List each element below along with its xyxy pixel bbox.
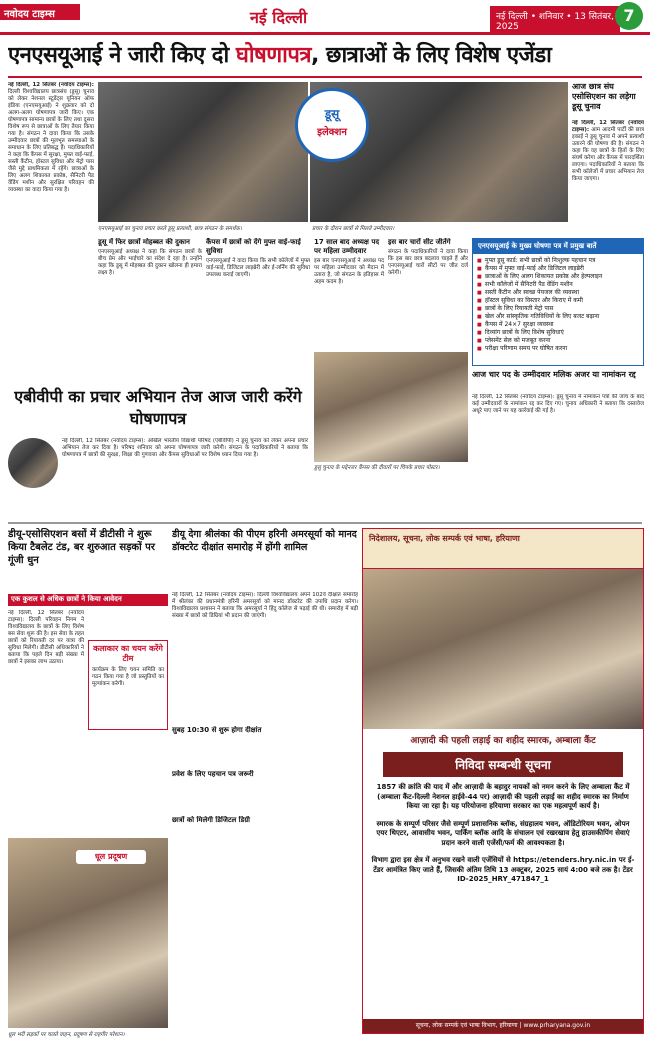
ad-title: निविदा सम्बन्धी सूचना [383, 752, 623, 777]
manifesto-item: ■ खेल और सांस्कृतिक गतिविधियों के लिए बजट बढ़ाना [477, 313, 639, 321]
side-body-text: आम आदमी पार्टी की छात्र इकाई ने डूसू चुनाव में अपने प्रत्याशी उतारने की घोषणा की है। संगठन ने कहा कि वह छात्रों के हितों के लिए संघर्ष करेगा और कैंपस में पारदर्शिता लाएगा। पदाधिकारियों ने बताया कि सभी कॉलेजों में प्रचार अभियान तेज किया जाएगा। [572, 127, 644, 182]
lead-caption-1: एनएसयूआई का चुनाव प्रचार करते डूसू प्रत्याशी, छात्र संगठन के समर्थक। [98, 226, 242, 232]
city-title: नई दिल्ली [250, 8, 308, 27]
lead-headline [8, 40, 642, 74]
lead-headline-part1: एनएसयूआई ने जारी किए दो [8, 43, 236, 68]
brand-logo: नवोदय टाइम्स [0, 4, 80, 20]
lead-headline-part2: , छात्राओं के लिए विशेष एजेंडा [311, 43, 552, 68]
srilanka-sub-2: प्रवेश के लिए पहचान पत्र जरूरी [172, 770, 254, 778]
srilanka-sub-3: छात्रों को मिलेगी डिजिटल डिग्री [172, 816, 250, 824]
abvp-photo [8, 438, 58, 488]
poster-wall-photo [314, 352, 468, 462]
side-headline: आज छात्र संघ एसोसिएशन का लड़ेगा डूसू चुनाव [572, 82, 636, 111]
ad-dept: निदेशालय, सूचना, लोक सम्पर्क एवं भाषा, हरियाणा [369, 534, 520, 543]
masthead [0, 0, 650, 36]
tender-ad [362, 528, 644, 1034]
masthead-rule [0, 32, 650, 35]
poster-caption: डूसू चुनाव के मद्देनजर कैंपस की दीवारों पर चिपके प्रचार पोस्टर। [314, 465, 440, 471]
dtc-box-body: कार्यक्रम के लिए चयन समिति का गठन किया गया है जो प्रस्तुतियों का मूल्यांकन करेगी। [92, 667, 164, 687]
manifesto-item: ■ छात्राओं के लिए अलग शिकायत प्रकोष्ठ और हेल्पलाइन [477, 273, 639, 281]
manifesto-item: ■ दिव्यांग छात्रों के लिए विशेष सुविधाएं [477, 329, 639, 337]
manifesto-item: ■ सभी कॉलेजों में सैनिटरी पैड वेंडिंग मशीन [477, 281, 639, 289]
brief-2-title: कैंपस में छात्रों को देंगे मुफ्त वाई-फाई सुविधा [206, 238, 301, 255]
badge-bottom: इलेक्शन [317, 127, 347, 138]
manifesto-item: ■ प्लेसमेंट सेल को मजबूत करना [477, 337, 639, 345]
srilanka-sub-1: सुबह 10:30 से शुरू होगा दीक्षांत [172, 726, 262, 734]
lead-headline-highlight: घोषणापत्र [235, 43, 311, 68]
brief-1 [98, 238, 202, 350]
dtc-box [88, 640, 168, 730]
srilanka-body: नई दिल्ली, 12 सितंबर (नवोदय टाइम्स): दिल्ली विश्वविद्यालय अपने 102वें दीक्षांत समारोह में श्रीलंका की प्रधानमंत्री हरिनी अमरसूर्या को मानद डॉक्टरेट की उपाधि प्रदान करेगा। विश्वविद्यालय प्रशासन ने बताया कि अमरसूर्या ने हिंदू कॉलेज से पढ़ाई की थी। समारोह में बड़ी संख्या में छात्रों को डिग्रियां भी प्रदान की जाएंगी। [172, 592, 358, 619]
ad-monument-photo [363, 569, 643, 729]
abvp-body: नई दिल्ली, 12 सितंबर (नवोदय टाइम्स): अखिल भारतीय विद्यार्थी परिषद (एबीवीपी) ने डूसू चुनाव को लेकर अपना प्रचार अभियान तेज कर दिया है। परिषद शनिवार को अपना घोषणापत्र जारी करेगी। संगठन के पदाधिकारियों ने बताया कि घोषणापत्र में छात्रों की सुरक्षा, शिक्षा की गुणवत्ता और कैंपस सुविधाओं पर विशेष ध्यान दिया गया है। [62, 438, 308, 458]
dtc-headline: डीयू-एसोसिएशन बसों में डीटीसी ने शुरू किया टैबलेट टंड, बर शुरुआत सड़कों पर गूंजी धुन [8, 529, 155, 566]
brief-1-body: एनएसयूआई अध्यक्ष ने कहा कि संगठन छात्रों के बीच प्रेम और भाईचारे का संदेश दे रहा है। उन्होंने कहा कि डूसू में मोहब्बत की दुकान खोलना ही हमारा लक्ष्य है। [98, 249, 202, 276]
ad-body-2: स्मारक के सम्पूर्ण परिसर जैसे सम्पूर्ण प्रशासनिक ब्लॉक, संग्रहालय भवन, ऑडिटोरियम भवन, ओपन एयर थिएटर, आवासीय भवन, पार्किंग ब्लॉक आदि के संचालन एवं रखरखाव हेतु हाउसकीपिंग सेवाएं प्रदान करने वाली एजेंसी/फर्म की आवश्यकता है। [376, 819, 630, 847]
brief-2-body: एनएसयूआई ने वादा किया कि सभी कॉलेजों में मुफ्त वाई-फाई, डिजिटल लाइब्रेरी और ई-लर्निंग की सुविधा उपलब्ध कराई जाएगी। [206, 258, 310, 278]
dust-caption: धूल भरी सड़कों पर चलते वाहन, प्रदूषण से राहगीर परेशान। [8, 1032, 125, 1038]
dtc-box-title: कलाकार का चयन करेंगे टीम [93, 644, 163, 663]
manifesto-item: ■ कैंपस में मुफ्त वाई-फाई और डिजिटल लाइब्रेरी [477, 265, 639, 273]
ad-footer: सूचना, लोक सम्पर्क एवं भाषा विभाग, हरियाणा | www.prharyana.gov.in [363, 1019, 643, 1033]
lead-body-text: दिल्ली विश्वविद्यालय छात्रसंघ (डूसू) चुनाव को लेकर नेशनल स्टूडेंट्स यूनियन ऑफ इंडिया (एनएसयूआई) ने शुक्रवार को दो अलग-अलग घोषणापत्र जारी किए। एक घोषणापत्र सामान्य छात्रों के लिए तथा दूसरा विशेष रूप से छात्राओं के लिए तैयार किया गया है। संगठन ने दावा किया कि उसके उम्मीदवार छात्रों की मूलभूत समस्याओं के समाधान के लिए प्रतिबद्ध हैं। पदाधिकारियों ने कहा कि कैंपस में सुरक्षा, मुफ्त वाई-फाई, सस्ती कैंटीन, हॉस्टल सुविधा और मेट्रो पास जैसे मुद्दे प्राथमिकता में रहेंगे। छात्राओं के लिए अलग शिकायत प्रकोष्ठ, सैनिटरी पैड वेंडिंग मशीन और सुरक्षित परिवहन की व्यवस्था का वादा किया गया है। [8, 89, 94, 193]
brief-3 [314, 238, 384, 350]
manifesto-box [472, 238, 644, 366]
ad-header [363, 529, 643, 569]
nomination-headline: आज चार पद के उम्मीदवार मलिक अजर या नामांकन रद्द [472, 370, 636, 379]
brief-2 [206, 238, 310, 350]
brief-4-body: संगठन के पदाधिकारियों ने दावा किया कि इस बार छात्र बदलाव चाहते हैं और एनएसयूआई चारों सीटों पर जीत दर्ज करेगी। [388, 249, 468, 276]
lead-body [8, 82, 94, 382]
brief-3-body: इस बार एनएसयूआई ने अध्यक्ष पद पर महिला उम्मीदवार को मैदान में उतारा है, जो संगठन के इतिहास में अहम कदम है। [314, 258, 384, 285]
ad-monument-title: आज़ादी की पहली लड़ाई का शहीद स्मारक, अम्बाला कैंट [410, 736, 596, 746]
page-number: 7 [615, 2, 643, 30]
section-rule [8, 522, 642, 524]
abvp-headline: एबीवीपी का प्रचार अभियान तेज आज जारी करेंगे घोषणापत्र [14, 387, 302, 428]
brief-3-title: 17 साल बाद अध्यक्ष पद पर महिला उम्मीदवार [314, 238, 380, 255]
manifesto-item: ■ छात्रों के लिए रियायती मेट्रो पास [477, 305, 639, 313]
manifesto-item: ■ परीक्षा परिणाम समय पर घोषित करना [477, 345, 639, 353]
lead-dateline: नई दिल्ली, 12 सितंबर (नवोदय टाइम्स): [8, 82, 94, 88]
ad-body-1: 1857 की क्रांति की याद में और आज़ादी के बहादुर नायकों को नमन करने के लिए अम्बाला कैंट में (अम्बाला कैंट-दिल्ली नेशनल हाईवे-44 पर) आज़ादी की पहली लड़ाई का शहीद स्मारक का निर्माण किया जा रहा है। यह परियोजना हरियाणा सरकार का एक महत्वपूर्ण कार्य है। [376, 783, 630, 810]
lead-rule [8, 76, 642, 78]
dust-photo-tag: धूल प्रदूषण [76, 850, 146, 864]
brief-4-title: इस बार चारों सीट जीतेंगे [388, 238, 451, 246]
ad-body-3: विभाग द्वारा इस क्षेत्र में अनुभव रखने वाली एजेंसियों से https://etenders.hry.nic.in पर ई-टेंडर आमंत्रित किए जाते हैं, जिसकी अंतिम तिथि 13 अक्टूबर, 2025 सायं 4:00 बजे तक है। टेंडर ID-2025_HRY_471847_1 [371, 856, 635, 883]
date-line: नई दिल्ली • शनिवार • 13 सितंबर, 2025 [490, 6, 620, 35]
dusu-election-badge [295, 88, 369, 162]
nomination-body: नई दिल्ली, 12 सितंबर (नवोदय टाइम्स): डूसू चुनाव में नामांकन पत्रों की जांच के बाद कई उम्मीदवारों के नामांकन रद्द कर दिए गए। चुनाव अधिकारी ने बताया कि दस्तावेज अधूरे पाए जाने पर यह कार्रवाई की गई है। [472, 394, 644, 414]
manifesto-item: ■ मुफ्त डूसू कार्ड: सभी छात्रों को निःशुल्क पहचान पत्र [477, 257, 639, 265]
manifesto-item: ■ कैंपस में 24×7 सुरक्षा व्यवस्था [477, 321, 639, 329]
srilanka-headline: डीयू देगा श्रीलंका की पीएम हरिनी अमरसूर्या को मानद डॉक्टरेट दीक्षांत समारोह में होंगी शामिल [172, 529, 357, 553]
manifesto-list [473, 254, 643, 356]
brief-1-title: डूसू में फिर छात्रों मोहब्बत की दुकान [98, 238, 190, 246]
dust-photo [8, 838, 168, 1028]
lead-photo-1 [98, 82, 308, 222]
manifesto-item: ■ सस्ती कैंटीन और स्वच्छ पेयजल की व्यवस्था [477, 289, 639, 297]
side-dateline: नई दिल्ली, 12 सितंबर (नवोदय टाइम्स): [572, 120, 644, 133]
dtc-body: नई दिल्ली, 12 सितंबर (नवोदय टाइम्स): दिल्ली परिवहन निगम ने विश्वविद्यालय के छात्रों के लिए विशेष बस सेवा शुरू की है। इस सेवा के तहत छात्रों को रियायती दर पर यात्रा की सुविधा मिलेगी। डीटीसी अधिकारियों ने बताया कि पहले दिन बड़ी संख्या में छात्रों ने इसका लाभ उठाया। [8, 610, 84, 665]
manifesto-heading: एनएसयूआई के मुख्य घोषणा पत्र में प्रमुख बातें [473, 239, 643, 254]
dtc-strap: एक कुशल से अधिक छात्रों ने किया आवेदन [8, 594, 168, 606]
badge-top: डूसू [324, 107, 340, 121]
manifesto-item: ■ हॉस्टल सुविधा का विस्तार और किराए में कमी [477, 297, 639, 305]
brief-4 [388, 238, 468, 350]
lead-caption-2: प्रचार के दौरान छात्रों से मिलते उम्मीदवार। [312, 226, 395, 232]
